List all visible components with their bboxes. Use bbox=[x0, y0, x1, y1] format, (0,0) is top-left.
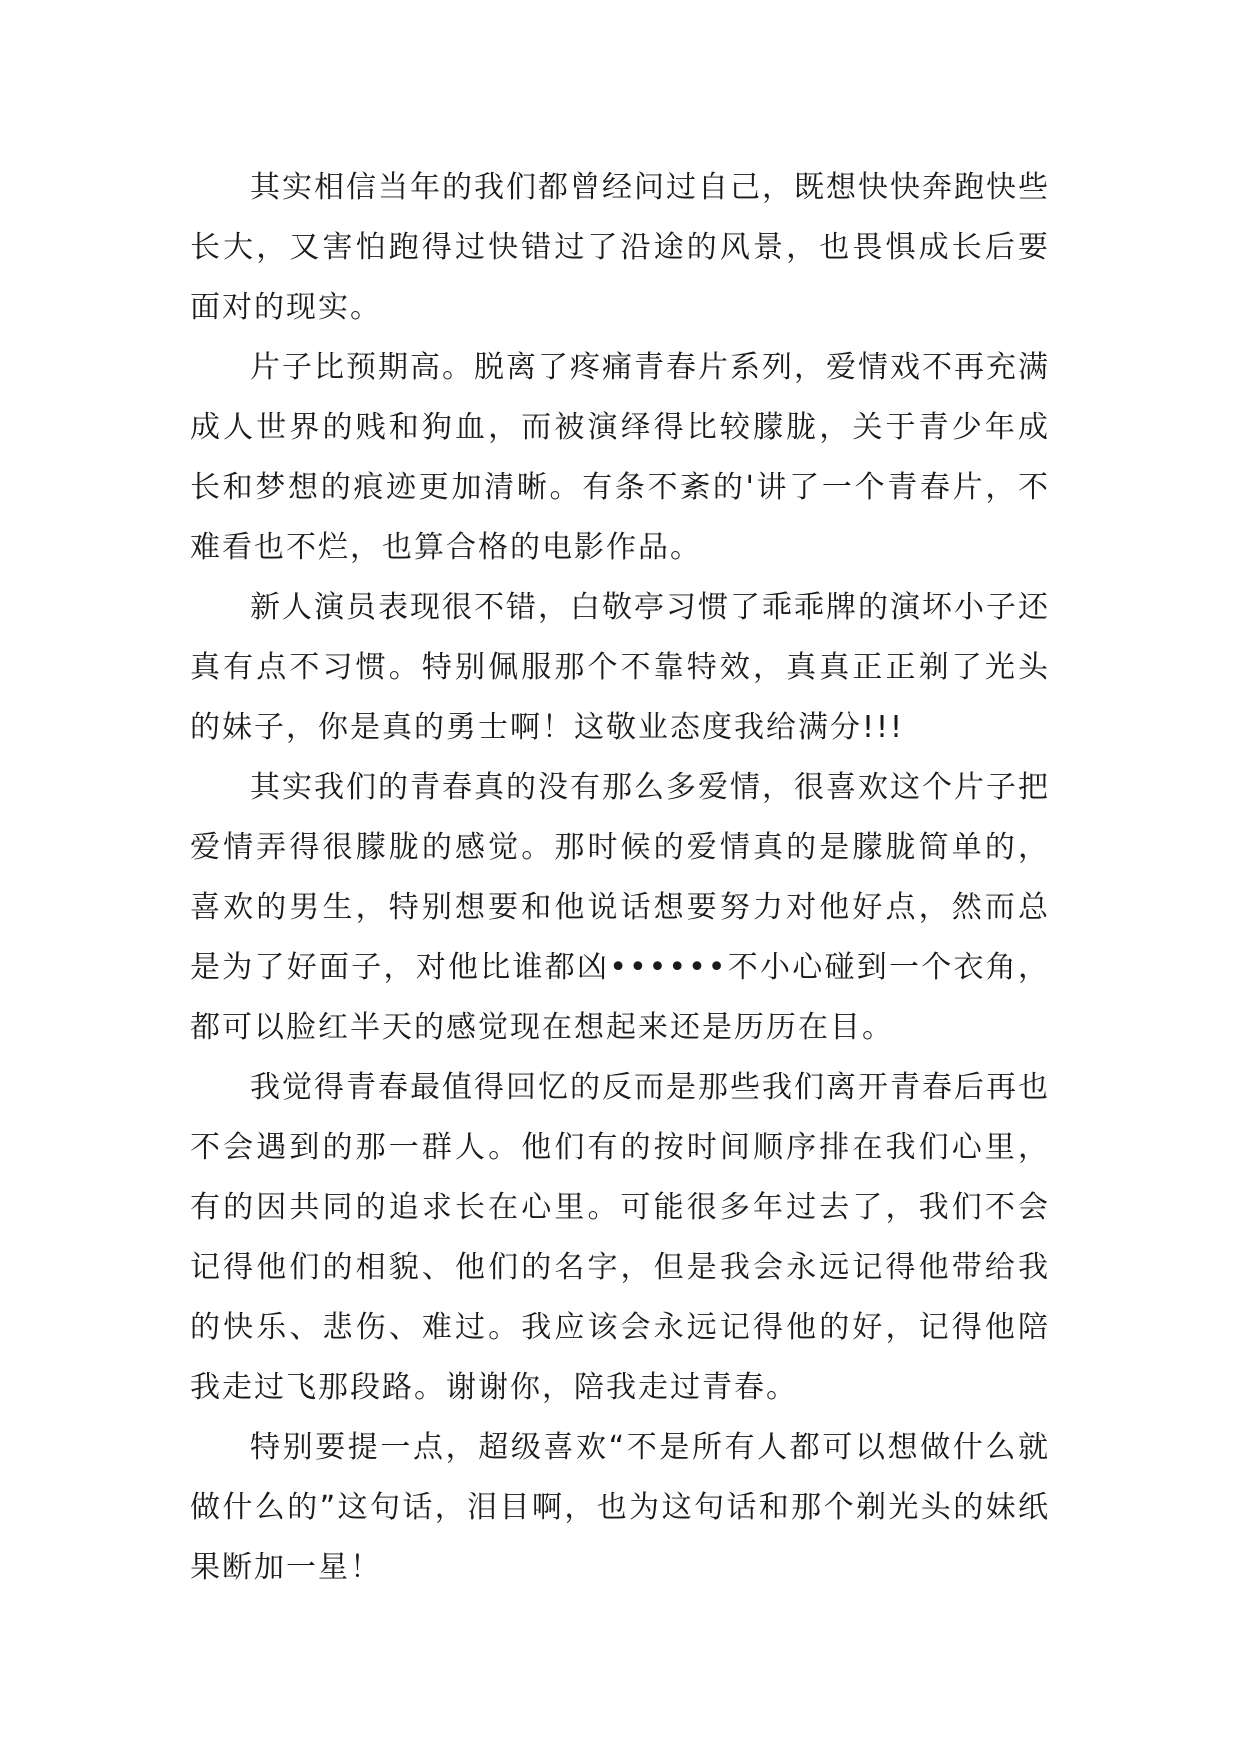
paragraph: 其实我们的青春真的没有那么多爱情，很喜欢这个片子把爱情弄得很朦胧的感觉。那时候的爱情真的是朦胧简单的，喜欢的男生，特别想要和他说话想要努力对他好点，然而总是为了好面子，对他比谁都凶••••••不小心碰到一个衣角，都可以脸红半天的感觉现在想起来还是历历在目。 bbox=[190, 770, 1050, 1045]
paragraph: 我觉得青春最值得回忆的反而是那些我们离开青春后再也不会遇到的那一群人。他们有的按时间顺序排在我们心里，有的因共同的追求长在心里。可能很多年过去了，我们不会记得他们的相貌、他们的名字，但是我会永远记得他带给我的快乐、悲伤、难过。我应该会永远记得他的好，记得他陪我走过飞那段路。谢谢你，陪我走过青春。 bbox=[190, 1070, 1050, 1405]
paragraph: 片子比预期高。脱离了疼痛青春片系列，爱情戏不再充满成人世界的贱和狗血，而被演绎得比较朦胧，关于青少年成长和梦想的痕迹更加清晰。有条不紊的'讲了一个青春片，不难看也不烂，也算合格的电影作品。 bbox=[190, 350, 1050, 565]
paragraph: 其实相信当年的我们都曾经问过自己，既想快快奔跑快些长大，又害怕跑得过快错过了沿途的风景，也畏惧成长后要面对的现实。 bbox=[190, 170, 1050, 325]
document-body bbox=[190, 158, 1050, 1598]
paragraph: 新人演员表现很不错，白敬亭习惯了乖乖牌的演坏小子还真有点不习惯。特别佩服那个不靠特效，真真正正剃了光头的妹子，你是真的勇士啊！这敬业态度我给满分!!! bbox=[190, 590, 1050, 745]
paragraph: 特别要提一点，超级喜欢“不是所有人都可以想做什么就做什么的”这句话，泪目啊，也为这句话和那个剃光头的妹纸果断加一星！ bbox=[190, 1430, 1050, 1585]
